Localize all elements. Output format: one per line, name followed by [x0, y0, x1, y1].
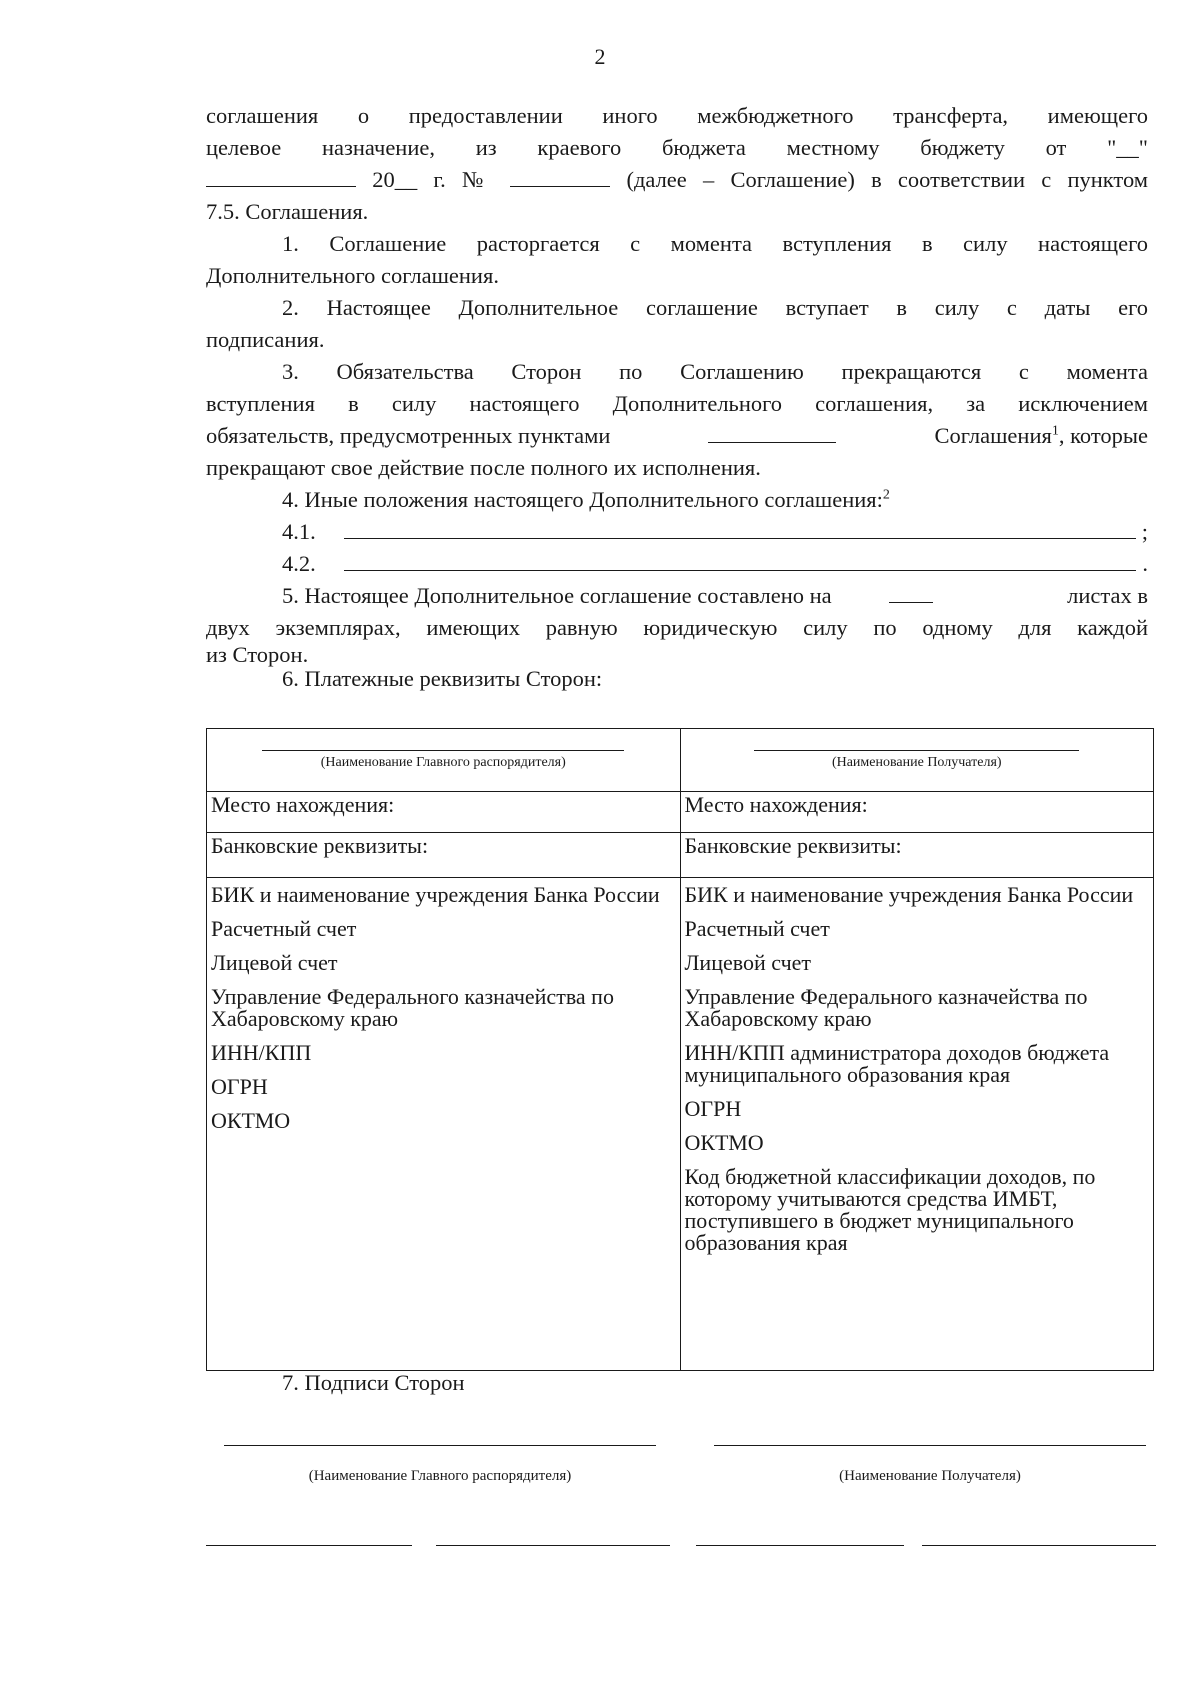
agreement-word: Соглашения: [934, 423, 1052, 448]
main-manager-bank-details: Банковские реквизиты:: [207, 833, 681, 878]
main-manager-caption: (Наименование Главного распорядителя): [320, 755, 566, 770]
clause-6-title: 6. Платежные реквизиты Сторон:: [282, 666, 603, 691]
footnote-2-marker: 2: [882, 487, 890, 503]
requisite-item: Код бюджетной классификации доходов, по которому учитываются средства ИМБТ, поступившего в бюджет муниципального образования края: [684, 1164, 1096, 1255]
recipient-signature-line: [696, 1544, 904, 1546]
recipient-signature-caption: (Наименование Получателя): [839, 1468, 1021, 1484]
requisite-item: Расчетный счет: [684, 916, 830, 941]
payment-requisites-table: [206, 728, 1154, 1371]
recipient-location: Место нахождения:: [680, 792, 1154, 833]
requisite-item: ОКТМО: [211, 1108, 291, 1133]
recipient-full-name-line: [922, 1544, 1156, 1546]
recipient-name-signature-line: [714, 1444, 1146, 1446]
main-manager-full-name-line: [436, 1544, 670, 1546]
clause-4-1-end: ;: [1141, 519, 1148, 544]
clause-5-line-1: [206, 580, 1148, 612]
requisite-item: ОГРН: [211, 1074, 268, 1099]
intro-line-1: соглашения о предоставлении иного межбюджетного трансферта, имеющего: [206, 103, 1148, 128]
clause-3-line-4: прекращают свое действие после полного их исполнения.: [206, 455, 761, 480]
requisite-item: ИНН/КПП администратора доходов бюджета муниципального образования края: [684, 1040, 1110, 1087]
clause-3-line-1: 3. Обязательства Сторон по Соглашению прекращаются с момента: [282, 359, 1148, 384]
clause-points-blank: [708, 420, 836, 443]
main-manager-signature-caption: (Наименование Главного распорядителя): [308, 1468, 572, 1484]
clause-2-line-1: 2. Настоящее Дополнительное соглашение вступает в силу с даты его: [282, 295, 1148, 320]
page-number: 2: [594, 44, 606, 69]
clause-5-line-1-head: 5. Настоящее Дополнительное соглашение составлено на: [282, 583, 832, 608]
clause-4-2: [206, 548, 1148, 580]
clause-4-1-number: 4.1.: [282, 519, 316, 544]
clause-5-line-1-tail: листах в: [1067, 583, 1148, 608]
clause-3-line-3-head: обязательств, предусмотренных пунктами: [206, 423, 611, 448]
main-manager-name-line: [262, 749, 624, 751]
clause-4-1-blank: [344, 516, 1136, 539]
main-manager-signature-line: [206, 1544, 412, 1546]
clause-5-line-3: из Сторон.: [206, 642, 309, 667]
recipient-caption: (Наименование Получателя): [831, 755, 1002, 770]
main-manager-requisites: [207, 878, 681, 1371]
intro-line-3: [206, 164, 1148, 196]
clause-4-title-text: 4. Иные положения настоящего Дополнительного соглашения:: [282, 487, 883, 512]
clause-4-2-blank: [344, 548, 1136, 571]
clause-1-line-1: 1. Соглашение расторгается с момента вступления в силу настоящего: [282, 231, 1148, 256]
clause-2-line-2: подписания.: [206, 327, 325, 352]
main-manager-name-signature-line: [224, 1444, 656, 1446]
main-manager-name-cell: [207, 729, 681, 792]
requisite-item: ОКТМО: [684, 1130, 764, 1155]
intro-year-number: 20__ г. №: [372, 167, 495, 192]
requisite-item: Лицевой счет: [684, 950, 812, 975]
recipient-requisites: [680, 878, 1154, 1371]
requisite-item: Расчетный счет: [211, 916, 357, 941]
recipient-name-line: [754, 749, 1079, 751]
intro-line-3-tail: (далее – Соглашение) в соответствии с пунктом: [626, 167, 1149, 192]
clause-3-line-3-word: [935, 420, 1148, 452]
intro-line-4: 7.5. Соглашения.: [206, 199, 369, 224]
requisite-item: Управление Федерального казначейства по Хабаровскому краю: [211, 984, 614, 1031]
sheets-count-blank: [889, 580, 933, 603]
clause-3-line-3-tail: , которые: [1058, 423, 1148, 448]
clause-1-line-2: Дополнительного соглашения.: [206, 263, 499, 288]
month-blank: [206, 164, 356, 187]
requisite-item: Лицевой счет: [211, 950, 338, 975]
requisite-item: Управление Федерального казначейства по Хабаровскому краю: [684, 984, 1088, 1031]
clause-4-title: [206, 484, 1148, 516]
agreement-number-blank: [510, 164, 610, 187]
clause-4-2-end: .: [1142, 551, 1148, 576]
clause-4-2-number: 4.2.: [282, 551, 316, 576]
requisite-item: ИНН/КПП: [211, 1040, 312, 1065]
requisite-item: БИК и наименование учреждения Банка России: [211, 882, 660, 907]
signatures-heading: 7. Подписи Сторон: [282, 1370, 465, 1395]
recipient-bank-details: Банковские реквизиты:: [680, 833, 1154, 878]
clause-5-line-2: двух экземплярах, имеющих равную юридическую силу по одному для каждой: [206, 615, 1148, 640]
clause-3-line-2: вступления в силу настоящего Дополнительного соглашения, за исключением: [206, 391, 1148, 416]
clause-3-line-3: [206, 420, 1148, 452]
requisite-item: БИК и наименование учреждения Банка России: [684, 882, 1134, 907]
recipient-name-cell: [680, 729, 1154, 792]
main-manager-location: Место нахождения:: [207, 792, 681, 833]
intro-line-2: целевое назначение, из краевого бюджета местному бюджету от "__": [206, 135, 1148, 160]
document-body: [206, 100, 1148, 692]
footnote-1-marker: 1: [1051, 423, 1059, 439]
requisite-item: ОГРН: [684, 1096, 742, 1121]
clause-4-1: [206, 516, 1148, 548]
